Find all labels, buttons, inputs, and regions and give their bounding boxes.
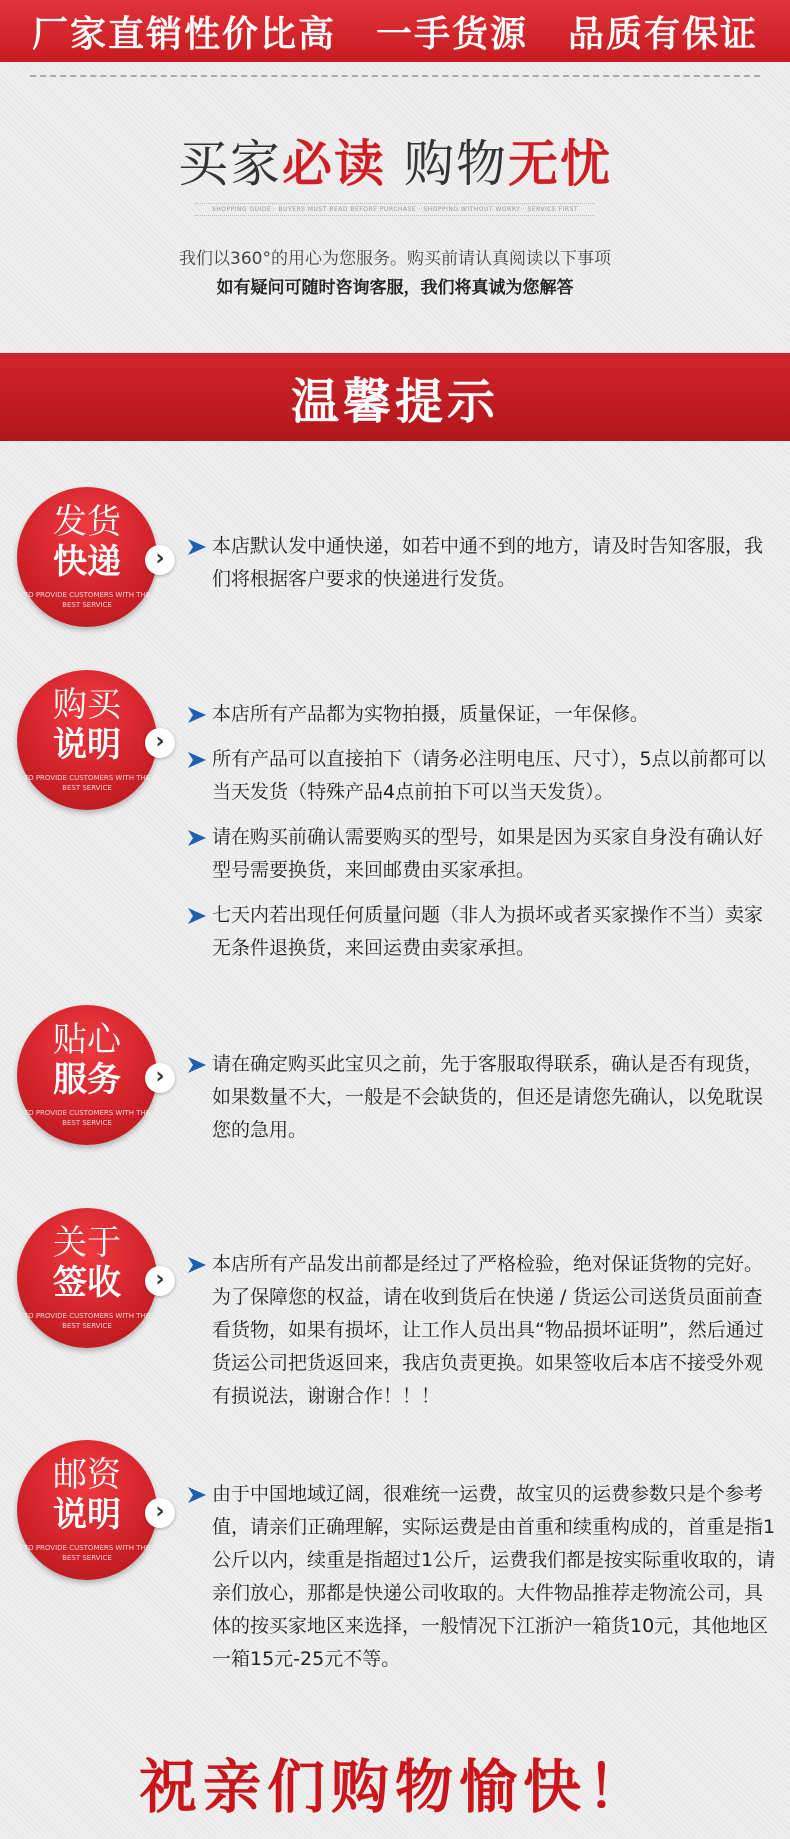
list-item: 由于中国地域辽阔，很难统一运费，故宝贝的运费参数只是个参考值，请亲们正确理解，实际运费是由首重和续重构成的，首重是指1公斤以内，续重是指超过1公斤，运费我们都是按实际重收取的，请亲们放心，那都是快递公司收取的。大件物品推荐走物流公司，具体的按买家地区来选择，一般情况下江浙沪一箱货10元，其他地区一箱15元-25元不等。 [188, 1478, 778, 1676]
banner-slogan-3: 品质有保证 [567, 13, 758, 55]
arrow-bullet-icon [188, 752, 206, 768]
badge-title-1: 贴心 [53, 1020, 121, 1060]
list-item: 本店默认发中通快递，如若中通不到的地方，请及时告知客服，我们将根据客户要求的快递进行发货。 [188, 530, 778, 596]
badge-title-1: 邮资 [53, 1455, 121, 1495]
badge-subtitle: TO PROVIDE CUSTOMERS WITH THE BEST SERVICE [23, 1109, 151, 1127]
badge-title-1: 购买 [53, 685, 121, 725]
chevron-right-icon: › [145, 1266, 175, 1296]
intro-line-2: 如有疑问可随时咨询客服，我们将真诚为您解答 [216, 278, 574, 298]
list-item: 本店所有产品发出前都是经过了严格检验，绝对保证货物的完好。为了保障您的权益，请在收到货后在快递 / 货运公司送货员面前查看货物，如果有损坏，让工作人员出具“物品损坏证明”，然后通过货运公司把货返回来，我店负责更换。如果签收后本店不接受外观有损说法，谢谢合作！！！ [188, 1248, 778, 1413]
tip-banner [0, 353, 790, 441]
list-item: 七天内若出现任何质量问题（非人为损坏或者买家操作不当）卖家无条件退换货，来回运费由卖家承担。 [188, 899, 778, 965]
heading-part-2: 必读 [282, 135, 386, 193]
badge-subtitle: TO PROVIDE CUSTOMERS WITH THE BEST SERVICE [23, 774, 151, 792]
arrow-bullet-icon [188, 830, 206, 846]
heading-part-3: 购物 [404, 135, 508, 193]
arrow-bullet-icon [188, 707, 206, 723]
dashed-divider [30, 75, 760, 77]
list-item: 所有产品可以直接拍下（请务必注明电压、尺寸），5点以前都可以当天发货（特殊产品4点前拍下可以当天发货）。 [188, 743, 778, 809]
heading-part-1: 买家 [178, 135, 282, 193]
section-badge [17, 487, 157, 627]
list-item: 请在确定购买此宝贝之前，先于客服取得联系，确认是否有现货，如果数量不大，一般是不会缺货的，但还是请您先确认，以免耽误您的急用。 [188, 1048, 778, 1147]
top-banner [0, 0, 790, 62]
intro-line-1: 我们以360°的用心为您服务。购买前请认真阅读以下事项 [179, 249, 611, 269]
badge-title-2: 说明 [53, 1495, 121, 1535]
section-badge [17, 1208, 157, 1348]
list-item: 请在购买前确认需要购买的型号，如果是因为买家自身没有确认好型号需要换货，来回邮费由买家承担。 [188, 821, 778, 887]
badge-subtitle: TO PROVIDE CUSTOMERS WITH THE BEST SERVICE [23, 1312, 151, 1330]
page-heading [0, 130, 790, 198]
badge-title-2: 服务 [53, 1060, 121, 1100]
badge-subtitle: TO PROVIDE CUSTOMERS WITH THE BEST SERVICE [23, 591, 151, 609]
arrow-bullet-icon [188, 1257, 206, 1273]
banner-slogan-2: 一手货源 [375, 13, 528, 55]
banner-slogan-1: 厂家直销性价比高 [31, 13, 336, 55]
tip-banner-title: 温馨提示 [290, 373, 499, 430]
badge-title-1: 关于 [53, 1223, 121, 1263]
badge-title-2: 说明 [53, 725, 121, 765]
chevron-right-icon: › [145, 1063, 175, 1093]
closing-message: 祝亲们购物愉快！ [138, 1753, 651, 1821]
chevron-right-icon: › [145, 1498, 175, 1528]
section-badge [17, 670, 157, 810]
section-badge [17, 1440, 157, 1580]
badge-title-2: 签收 [53, 1263, 121, 1303]
heading-subcaption: SHOPPING GUIDE · BUYERS MUST READ BEFORE PURCHASE · SHOPPING WITHOUT WORRY · SERVICE FIRST [195, 203, 595, 216]
list-item: 本店所有产品都为实物拍摄，质量保证，一年保修。 [188, 698, 778, 731]
badge-subtitle: TO PROVIDE CUSTOMERS WITH THE BEST SERVICE [23, 1544, 151, 1562]
badge-title-2: 快递 [53, 542, 121, 582]
arrow-bullet-icon [188, 539, 206, 555]
chevron-right-icon: › [145, 728, 175, 758]
arrow-bullet-icon [188, 908, 206, 924]
heading-part-4: 无忧 [508, 135, 612, 193]
arrow-bullet-icon [188, 1057, 206, 1073]
arrow-bullet-icon [188, 1487, 206, 1503]
chevron-right-icon: › [145, 545, 175, 575]
section-badge [17, 1005, 157, 1145]
badge-title-1: 发货 [53, 502, 121, 542]
